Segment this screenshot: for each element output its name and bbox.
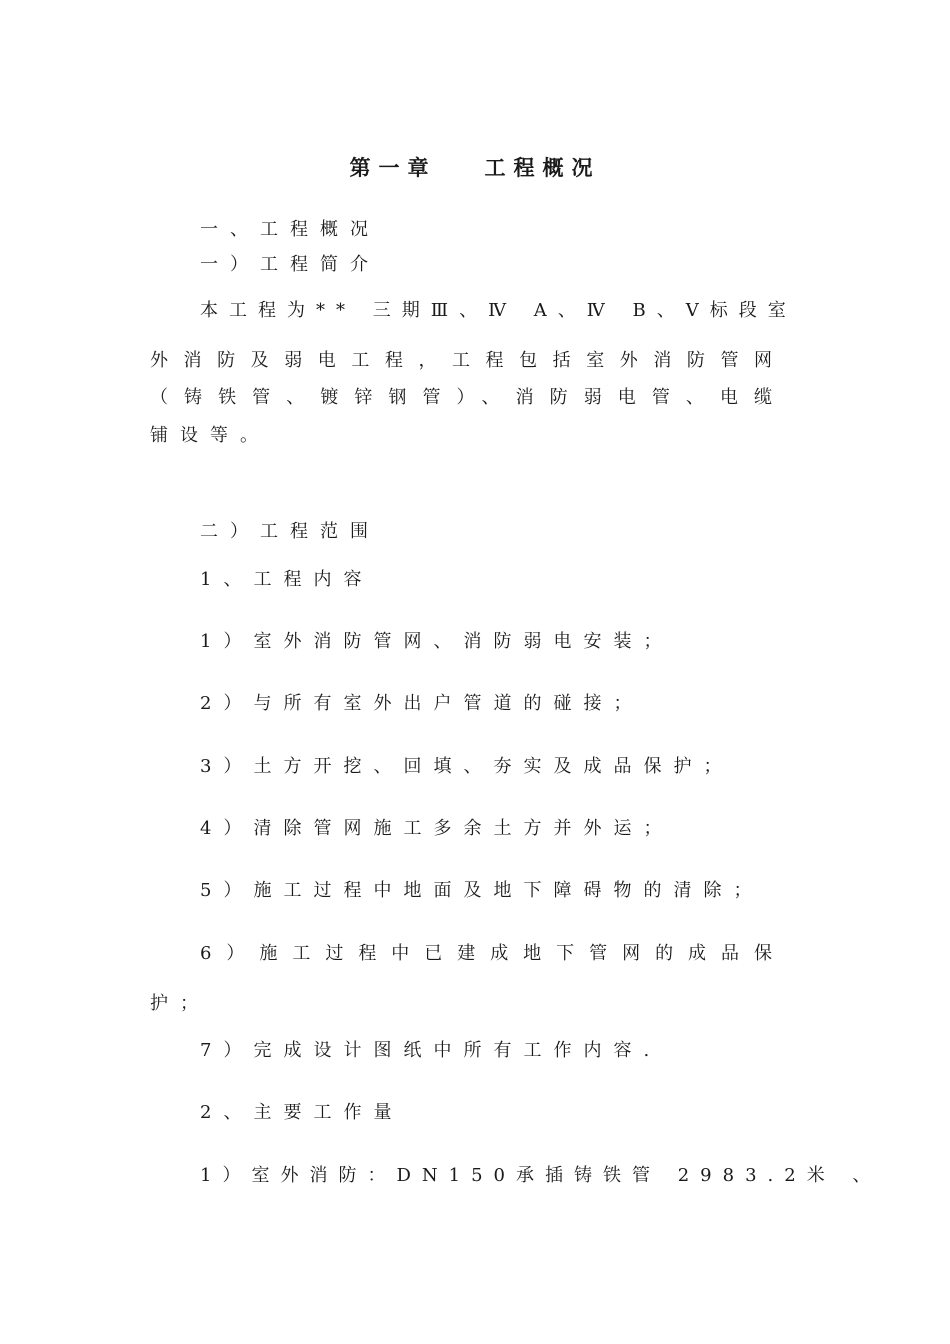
list-item: 1）室外消防管网、消防弱电安装； xyxy=(200,631,674,652)
list-item: 2）与所有室外出户管道的碰接； xyxy=(200,693,644,714)
list-item: 4）清除管网施工多余土方并外运； xyxy=(200,818,674,839)
list-heading: 1、工程内容 xyxy=(200,569,374,590)
list-item-continuation: 护； xyxy=(150,993,210,1014)
chapter-title xyxy=(0,152,950,182)
list-item: 6）施工过程中已建成地下管网的成品保 xyxy=(200,943,772,964)
paragraph-line: （铸铁管、镀锌钢管）、消防弱电管、电缆 xyxy=(150,387,772,408)
list-item: 7）完成设计图纸中所有工作内容. xyxy=(200,1040,662,1061)
list-item: 5）施工过程中地面及地下障碍物的清除； xyxy=(200,880,764,901)
paragraph-line: 铺设等。 xyxy=(150,425,270,446)
paragraph-line: 外消防及弱电工程，工程包括室外消防管网 xyxy=(150,350,772,371)
list-item: 1）室外消防：DN150承插铸铁管 2983.2米 、 xyxy=(200,1165,882,1186)
subsection-heading: 一）工程简介 xyxy=(200,254,380,275)
subsection-heading: 二）工程范围 xyxy=(200,521,380,542)
paragraph-line: 本工程为** 三期Ⅲ、Ⅳ A、Ⅳ B、Ⅴ标段室 xyxy=(200,300,797,321)
list-item: 3）土方开挖、回填、夯实及成品保护； xyxy=(200,756,734,777)
chapter-name: 工程概况 xyxy=(484,155,601,180)
section-heading: 一、工程概况 xyxy=(200,219,380,240)
list-heading: 2、主要工作量 xyxy=(200,1102,404,1123)
chapter-number: 第一章 xyxy=(349,155,437,180)
